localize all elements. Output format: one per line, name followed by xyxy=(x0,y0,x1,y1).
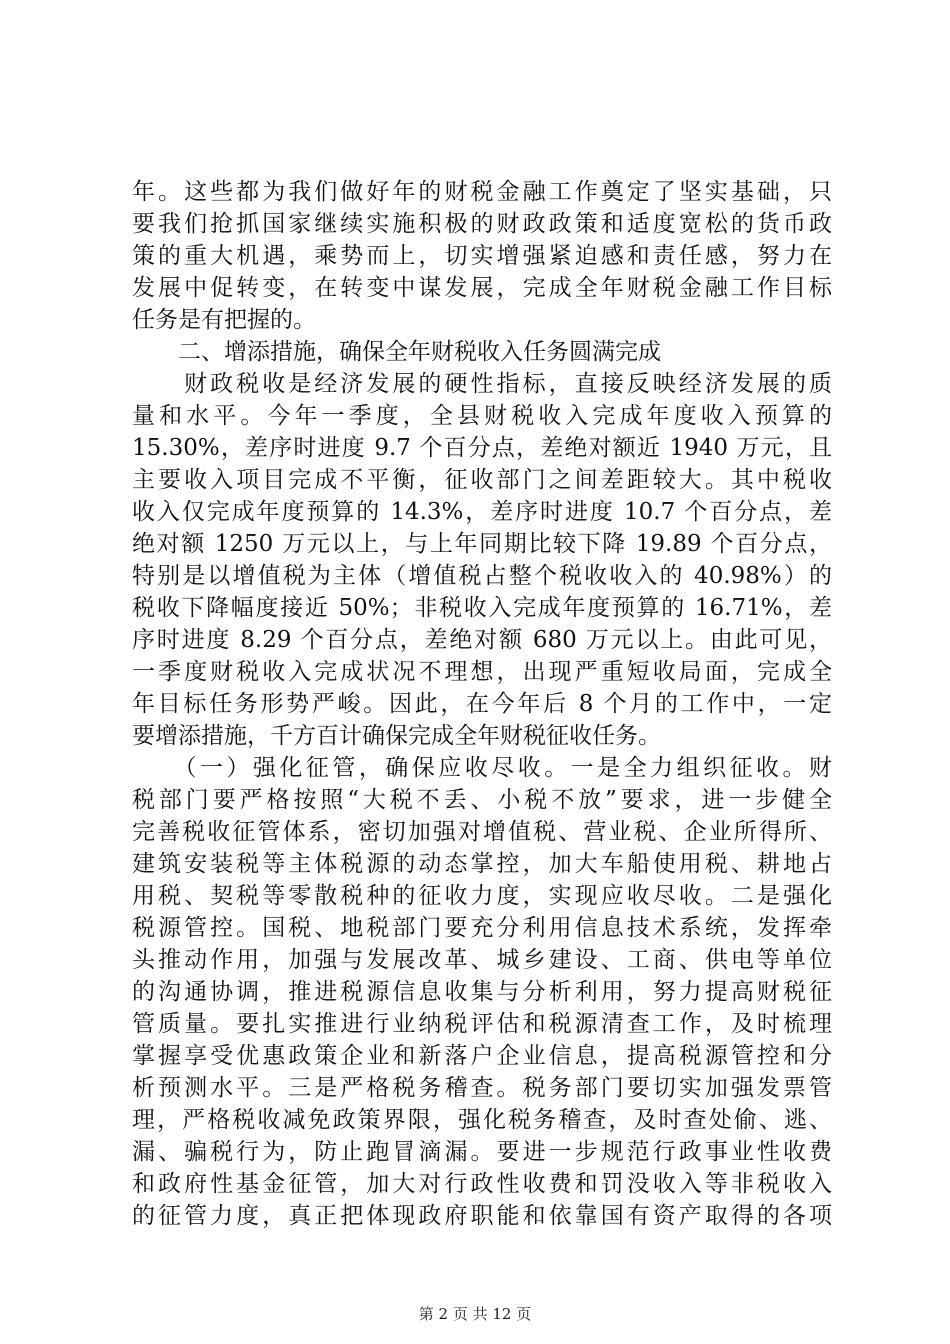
text-line: 序时进度 8.29 个百分点，差绝对额 680 万元以上。由此可见， xyxy=(132,627,832,653)
text-line: 头推动作用，加强与发展改革、城乡建设、工商、供电等单位 xyxy=(132,947,832,973)
text-line: 税源管控。国税、地税部门要充分利用信息技术系统，发挥牵 xyxy=(132,915,832,941)
text-line: 财政税收是经济发展的硬性指标，直接反映经济发展的质 xyxy=(132,371,832,397)
page-footer xyxy=(0,1304,950,1324)
text-line: 管质量。要扎实推进行业纳税评估和税源清查工作，及时梳理 xyxy=(132,1011,832,1037)
text-line: 的沟通协调，推进税源信息收集与分析利用，努力提高财税征 xyxy=(132,979,832,1005)
text-line: 析预测水平。三是严格税务稽查。税务部门要切实加强发票管 xyxy=(132,1075,832,1101)
text-line: 税部门要严格按照“大税不丢、小税不放”要求，进一步健全 xyxy=(132,787,832,813)
text-line: 一季度财税收入完成状况不理想，出现严重短收局面，完成全 xyxy=(132,659,832,685)
text-line: 量和水平。今年一季度，全县财税收入完成年度收入预算的 xyxy=(132,403,832,429)
text-line: 特别是以增值税为主体（增值税占整个税收收入的 40.98%）的 xyxy=(132,563,832,589)
text-line: 完善税收征管体系，密切加强对增值税、营业税、企业所得所、 xyxy=(132,819,832,845)
text-line: 的征管力度，真正把体现政府职能和依靠国有资产取得的各项 xyxy=(132,1203,832,1229)
page-number-label: 第 2 页 共 12 页 xyxy=(418,1305,532,1323)
text-line: 掌握享受优惠政策企业和新落户企业信息，提高税源管控和分 xyxy=(132,1043,832,1069)
text-line: 发展中促转变，在转变中谋发展，完成全年财税金融工作目标 xyxy=(132,275,832,301)
document-body xyxy=(132,176,832,1232)
text-line: 用税、契税等零散税种的征收力度，实现应收尽收。二是强化 xyxy=(132,883,832,909)
text-line: 年。这些都为我们做好年的财税金融工作奠定了坚实基础，只 xyxy=(132,179,832,205)
text-line: 要增添措施，千方百计确保完成全年财税征收任务。 xyxy=(132,723,661,749)
text-line: 策的重大机遇，乘势而上，切实增强紧迫感和责任感，努力在 xyxy=(132,243,832,269)
text-line: 任务是有把握的。 xyxy=(132,307,316,333)
text-line: 要我们抢抓国家继续实施积极的财政政策和适度宽松的货币政 xyxy=(132,211,832,237)
text-line: （一）强化征管，确保应收尽收。一是全力组织征收。财 xyxy=(132,755,832,781)
text-line: 和政府性基金征管，加大对行政性收费和罚没收入等非税收入 xyxy=(132,1171,832,1197)
text-line: 收入仅完成年度预算的 14.3%，差序时进度 10.7 个百分点，差 xyxy=(132,499,832,525)
text-line: 税收下降幅度接近 50%；非税收入完成年度预算的 16.71%，差 xyxy=(132,595,832,621)
text-line: 二、增添措施，确保全年财税收入任务圆满完成 xyxy=(132,339,661,365)
text-line: 主要收入项目完成不平衡，征收部门之间差距较大。其中税收 xyxy=(132,467,832,493)
text-line: 15.30%，差序时进度 9.7 个百分点，差绝对额近 1940 万元，且 xyxy=(132,435,832,461)
text-line: 年目标任务形势严峻。因此，在今年后 8 个月的工作中，一定 xyxy=(132,691,832,717)
text-line: 绝对额 1250 万元以上，与上年同期比较下降 19.89 个百分点， xyxy=(132,531,832,557)
text-line: 漏、骗税行为，防止跑冒滴漏。要进一步规范行政事业性收费 xyxy=(132,1139,832,1165)
text-line: 建筑安装税等主体税源的动态掌控，加大车船使用税、耕地占 xyxy=(132,851,832,877)
text-line: 理，严格税收减免政策界限，强化税务稽查，及时查处偷、逃、 xyxy=(132,1107,832,1133)
